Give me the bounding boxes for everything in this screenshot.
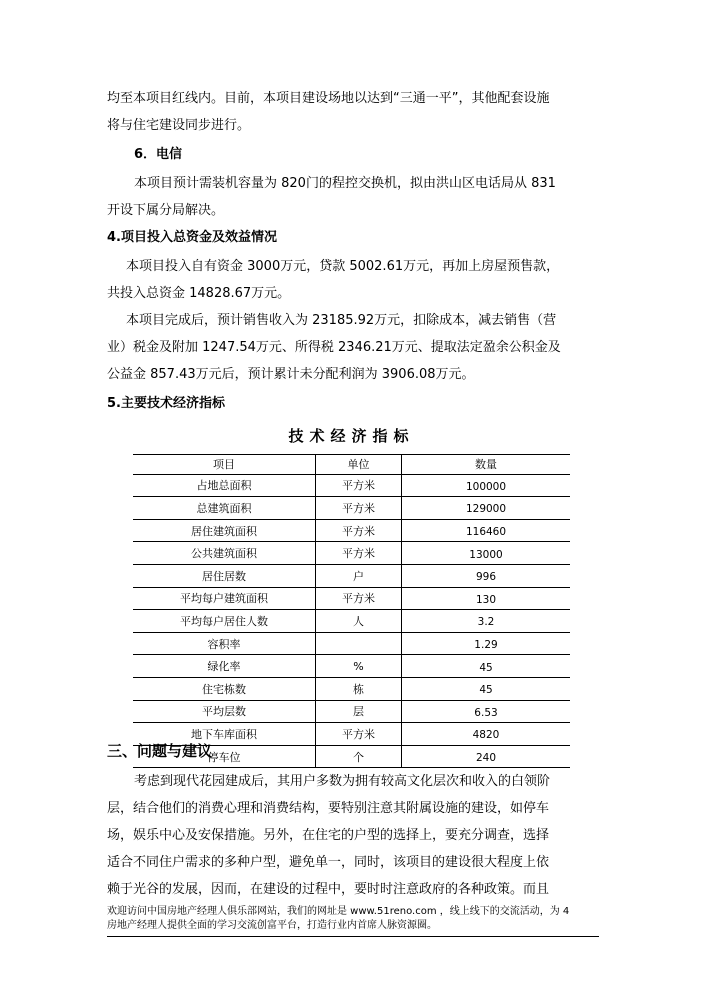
row-unit — [316, 632, 402, 655]
section3-line-3: 场，娱乐中心及安保措施。另外，在住宅的户型的选择上，要充分调查，选择 — [107, 828, 550, 843]
table-row — [133, 587, 570, 610]
investment-para2-line1: 本项目完成后，预计销售收入为 23185.92万元，扣除成本，减去销售（营 — [126, 313, 557, 328]
row-quantity: 1.29 — [402, 632, 571, 655]
row-item: 地下车库面积 — [133, 723, 316, 746]
header-item: 项目 — [133, 455, 316, 475]
section3-line-1: 考虑到现代花园建成后，其用户多数为拥有较高文化层次和收入的白领阶 — [134, 774, 551, 789]
intro-line-2: 将与住宅建设同步进行。 — [107, 118, 251, 133]
telecom-line-1: 本项目预计需装机容量为 820门的程控交换机，拟由洪山区电话局从 831 — [134, 176, 556, 191]
row-item: 住宅栋数 — [133, 677, 316, 700]
row-quantity: 13000 — [402, 542, 571, 565]
row-item: 平均层数 — [133, 700, 316, 723]
row-item: 停车位 — [133, 745, 316, 768]
row-quantity: 45 — [402, 677, 571, 700]
row-unit: 栋 — [316, 677, 402, 700]
table-row — [133, 519, 570, 542]
investment-para2-line2: 业）税金及附加 1247.54万元、所得税 2346.21万元、提取法定盈余公积金及 — [107, 340, 561, 355]
intro-line-1: 均至本项目红线内。目前，本项目建设场地以达到“三通一平”，其他配套设施 — [107, 91, 550, 106]
table-row — [133, 564, 570, 587]
section3-line-5: 赖于光谷的发展，因而，在建设的过程中，要时时注意政府的各种政策。而且 — [107, 882, 550, 897]
table-row — [133, 497, 570, 520]
table-row — [133, 677, 570, 700]
telecom-heading: 6．电信 — [134, 147, 183, 162]
table-header-row — [133, 455, 570, 475]
page-footer — [107, 905, 599, 933]
investment-heading: 4.项目投入总资金及效益情况 — [107, 230, 277, 245]
row-item: 平均每户居住人数 — [133, 610, 316, 633]
row-unit: 平方米 — [316, 542, 402, 565]
row-quantity: 116460 — [402, 519, 571, 542]
indicators-table — [133, 454, 570, 768]
header-quantity: 数量 — [402, 455, 571, 475]
row-item: 占地总面积 — [133, 474, 316, 497]
row-quantity: 6.53 — [402, 700, 571, 723]
investment-para2-line3: 公益金 857.43万元后，预计累计未分配利润为 3906.08万元。 — [107, 367, 475, 382]
investment-para1-line1: 本项目投入自有资金 3000万元，贷款 5002.61万元，再加上房屋预售款， — [126, 259, 560, 274]
row-item: 公共建筑面积 — [133, 542, 316, 565]
footer-line-1: 欢迎访问中国房地产经理人俱乐部网站，我们的网址是 www.51reno.com ，线上线下的交流活动，为 4 — [107, 906, 570, 917]
row-unit: % — [316, 655, 402, 678]
table-row — [133, 474, 570, 497]
telecom-line-2: 开设下属分局解决。 — [107, 203, 225, 218]
row-unit: 平方米 — [316, 497, 402, 520]
row-unit: 层 — [316, 700, 402, 723]
section3-line-4: 适合不同住户需求的多种户型，避免单一，同时，该项目的建设很大程度上依 — [107, 855, 550, 870]
row-quantity: 240 — [402, 745, 571, 768]
table-row — [133, 700, 570, 723]
table-row — [133, 542, 570, 565]
footer-divider — [107, 936, 599, 937]
row-item: 平均每户建筑面积 — [133, 587, 316, 610]
row-unit: 平方米 — [316, 519, 402, 542]
row-quantity: 996 — [402, 564, 571, 587]
row-quantity: 130 — [402, 587, 571, 610]
row-unit: 平方米 — [316, 723, 402, 746]
row-quantity: 100000 — [402, 474, 571, 497]
table-title: 技术经济指标 — [288, 427, 415, 445]
row-unit: 平方米 — [316, 587, 402, 610]
row-unit: 户 — [316, 564, 402, 587]
row-quantity: 45 — [402, 655, 571, 678]
row-quantity: 3.2 — [402, 610, 571, 633]
row-item: 居住建筑面积 — [133, 519, 316, 542]
section3-heading: 三、问题与建议 — [107, 742, 213, 760]
row-item: 绿化率 — [133, 655, 316, 678]
footer-line-2: 房地产经理人提供全面的学习交流创富平台，打造行业内首席人脉资源圈。 — [107, 920, 437, 931]
row-unit: 个 — [316, 745, 402, 768]
row-unit: 平方米 — [316, 474, 402, 497]
header-unit: 单位 — [316, 455, 402, 475]
row-item: 总建筑面积 — [133, 497, 316, 520]
table-row — [133, 632, 570, 655]
row-quantity: 4820 — [402, 723, 571, 746]
section3-line-2: 层，结合他们的消费心理和消费结构，要特别注意其附属设施的建设，如停车 — [107, 801, 550, 816]
indicators-heading: 5.主要技术经济指标 — [107, 396, 225, 411]
table-row — [133, 610, 570, 633]
row-quantity: 129000 — [402, 497, 571, 520]
table-row — [133, 655, 570, 678]
investment-para1-line2: 共投入总资金 14828.67万元。 — [107, 286, 291, 301]
row-item: 容积率 — [133, 632, 316, 655]
row-item: 居住居数 — [133, 564, 316, 587]
row-unit: 人 — [316, 610, 402, 633]
